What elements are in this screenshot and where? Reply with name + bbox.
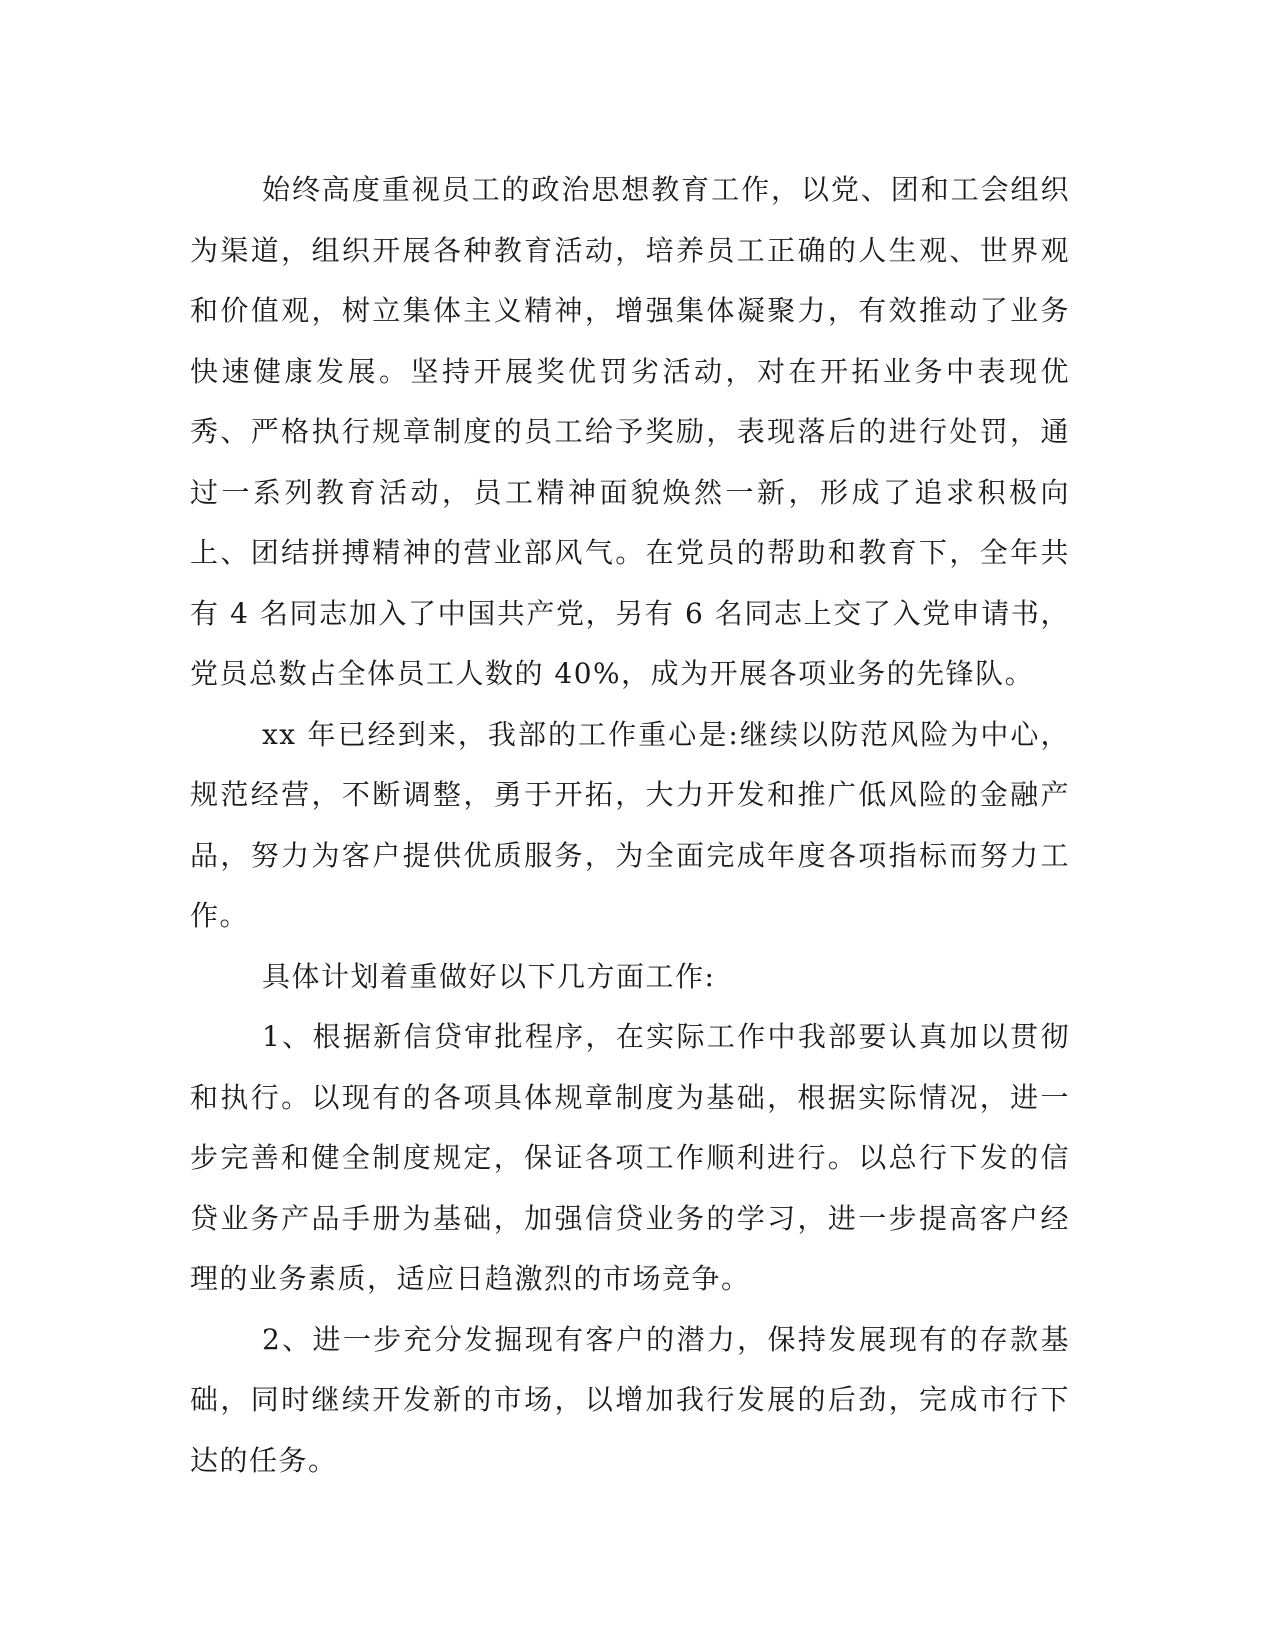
paragraph-work-focus: xx 年已经到来，我部的工作重心是:继续以防范风险为中心，规范经营，不断调整，勇于开拓，大力开发和推广低风险的金融产品，努力为客户提供优质服务，为全面完成年度各项指标而努力工作。 bbox=[190, 717, 1070, 932]
paragraph-plan-intro: 具体计划着重做好以下几方面工作: bbox=[262, 959, 716, 993]
paragraph-plan-item-2: 2、进一步充分发掘现有客户的潜力，保持发展现有的存款基础，同时继续开发新的市场，以增加我行发展的后劲，完成市行下达的任务。 bbox=[190, 1322, 1070, 1477]
paragraph-political-education: 始终高度重视员工的政治思想教育工作，以党、团和工会组织为渠道，组织开展各种教育活动，培养员工正确的人生观、世界观和价值观，树立集体主义精神，增强集体凝聚力，有效推动了业务快速健康发展。坚持开展奖优罚劣活动，对在开拓业务中表现优秀、严格执行规章制度的员工给予奖励，表现落后的进行处罚，通过一系列教育活动，员工精神面貌焕然一新，形成了追求积极向上、团结拼搏精神的营业部风气。在党员的帮助和教育下，全年共有 4 名同志加入了中国共产党，另有 6 名同志上交了入党申请书，党员总数占全体员工人数的 40%，成为开展各项业务的先锋队。 bbox=[190, 173, 1070, 690]
document-body bbox=[190, 160, 1070, 1491]
paragraph-plan-item-1: 1、根据新信贷审批程序，在实际工作中我部要认真加以贯彻和执行。以现有的各项具体规章制度为基础，根据实际情况，进一步完善和健全制度规定，保证各项工作顺利进行。以总行下发的信贷业务产品手册为基础，加强信贷业务的学习，进一步提高客户经理的业务素质，适应日趋激烈的市场竞争。 bbox=[190, 1020, 1070, 1295]
